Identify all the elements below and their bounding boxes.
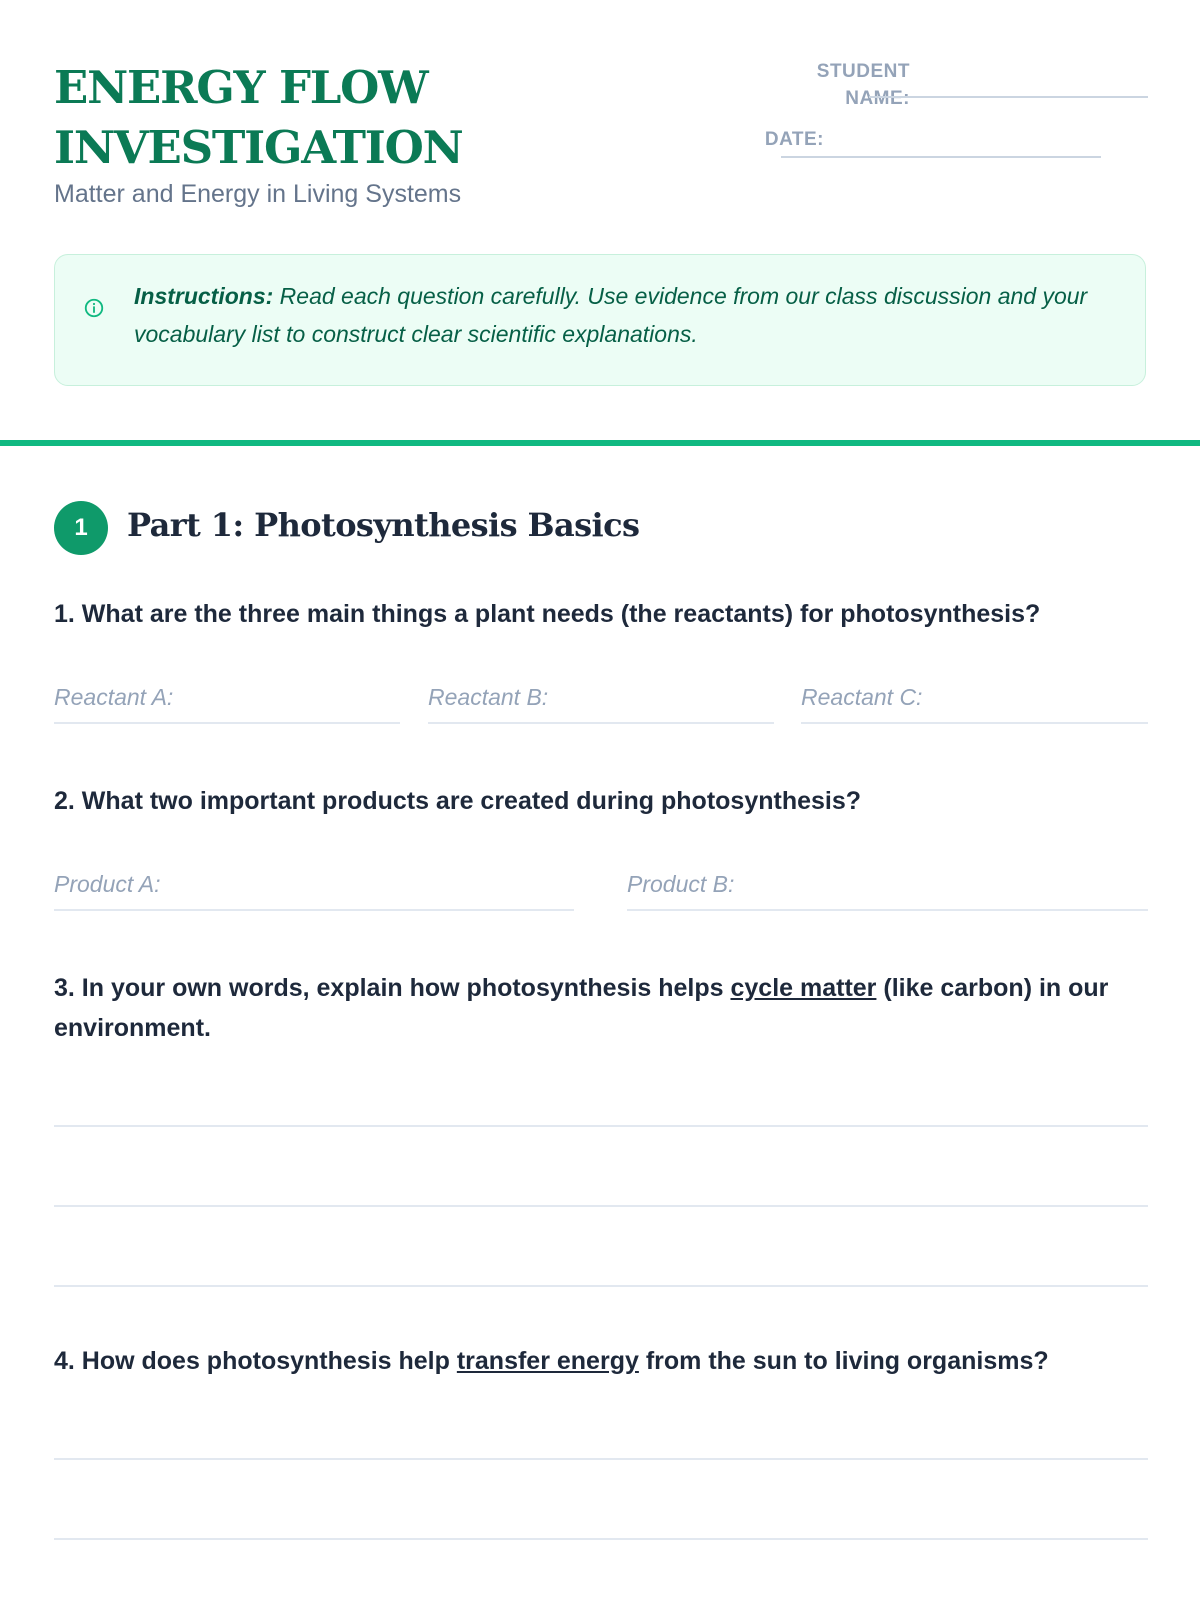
- reactant-b-field[interactable]: Reactant B:: [428, 684, 774, 724]
- student-name-label: STUDENT NAME:: [816, 61, 910, 109]
- question-3: 3. In your own words, explain how photosynthesis helps cycle matter (like carbon) in our environment.: [54, 974, 1109, 1042]
- worksheet-title: [54, 58, 1148, 178]
- question-4: 4. How does photosynthesis help transfer energy from the sun to living organisms?: [54, 1347, 1049, 1375]
- reactant-c-field[interactable]: Reactant C:: [801, 684, 1148, 724]
- title-line-2: INVESTIGATION: [54, 121, 463, 174]
- section-number-badge: 1: [54, 501, 108, 555]
- reactant-a-field[interactable]: Reactant A:: [54, 684, 400, 724]
- answer-line[interactable]: [54, 1285, 1148, 1287]
- product-b-field[interactable]: Product B:: [627, 871, 1148, 911]
- info-circle-icon: [83, 297, 105, 319]
- student-name-field[interactable]: [869, 96, 1148, 98]
- instructions-lead: Instructions:: [134, 283, 274, 309]
- answer-line[interactable]: [54, 1458, 1148, 1460]
- vocab-transfer-energy: transfer energy: [456, 1347, 639, 1375]
- product-a-field[interactable]: Product A:: [54, 871, 574, 911]
- date-field[interactable]: [781, 156, 1101, 158]
- question-2: 2. What two important products are created during photosynthesis?: [54, 787, 862, 815]
- answer-line[interactable]: [54, 1125, 1148, 1127]
- worksheet-subtitle: Matter and Energy in Living Systems: [54, 180, 462, 208]
- section-title: Part 1: Photosynthesis Basics: [127, 506, 640, 544]
- answer-line[interactable]: [54, 1205, 1148, 1207]
- instructions-text: [134, 277, 1114, 353]
- section-divider: [0, 440, 1200, 446]
- worksheet-header: [54, 58, 1148, 218]
- question-1: 1. What are the three main things a plant needs (the reactants) for photosynthesis?: [54, 600, 1041, 628]
- instructions-box: [54, 254, 1146, 386]
- instructions-body: Read each question carefully. Use evidence from our class discussion and your vocabulary list to construct clear scientific explanations.: [134, 283, 1088, 347]
- answer-line[interactable]: [54, 1538, 1148, 1540]
- title-line-1: ENERGY FLOW: [54, 61, 428, 114]
- date-label: DATE:: [764, 129, 824, 150]
- vocab-cycle-matter: cycle matter: [730, 974, 877, 1002]
